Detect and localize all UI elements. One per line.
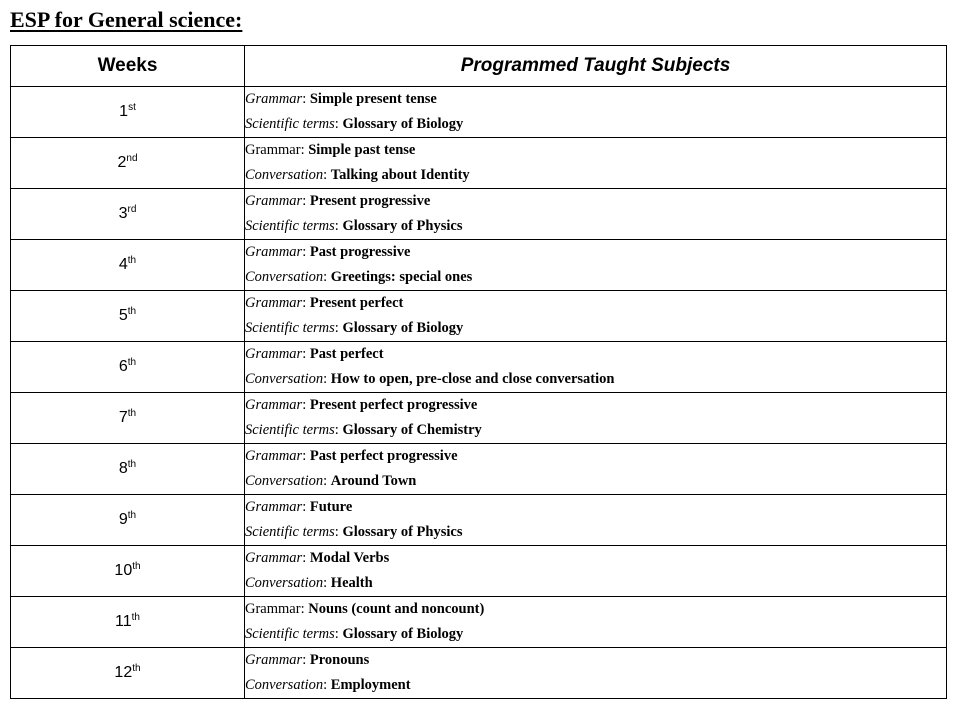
subjects-cell bbox=[245, 240, 947, 291]
subject-topic: Future bbox=[309, 499, 353, 515]
subject-line-primary bbox=[245, 87, 946, 112]
subject-topic: Greetings: special ones bbox=[330, 269, 473, 285]
label-separator: : bbox=[323, 371, 331, 387]
subject-category-label: Grammar bbox=[245, 550, 303, 566]
week-cell bbox=[11, 597, 245, 648]
week-cell bbox=[11, 87, 245, 138]
subjects-cell bbox=[245, 342, 947, 393]
subject-category-label: Grammar bbox=[245, 244, 303, 260]
label-separator: : bbox=[334, 422, 343, 438]
label-separator: : bbox=[323, 167, 331, 183]
subjects-cell bbox=[245, 444, 947, 495]
label-separator: : bbox=[334, 116, 343, 132]
week-cell bbox=[11, 138, 245, 189]
table-row bbox=[11, 495, 947, 546]
subject-line-secondary bbox=[245, 520, 946, 545]
subject-category-label: Grammar bbox=[245, 193, 303, 209]
subject-line-primary bbox=[245, 546, 946, 571]
subject-category-label: Scientific terms bbox=[245, 422, 335, 438]
subject-category-label: Conversation bbox=[245, 677, 324, 693]
subject-topic: How to open, pre-close and close conversation bbox=[330, 371, 615, 387]
week-cell bbox=[11, 546, 245, 597]
subject-line-secondary bbox=[245, 673, 946, 698]
week-ordinal-suffix: th bbox=[127, 357, 137, 368]
subject-topic: Present perfect progressive bbox=[309, 397, 478, 413]
label-separator: : bbox=[302, 91, 310, 107]
subject-topic: Around Town bbox=[330, 473, 417, 489]
header-row bbox=[11, 46, 947, 87]
subject-category-label: Grammar bbox=[245, 91, 303, 107]
table-row bbox=[11, 597, 947, 648]
subject-line-primary bbox=[245, 648, 946, 673]
week-ordinal-suffix: rd bbox=[127, 204, 137, 215]
week-cell bbox=[11, 342, 245, 393]
label-separator: : bbox=[302, 652, 310, 668]
table-row bbox=[11, 444, 947, 495]
week-cell bbox=[11, 291, 245, 342]
subject-topic: Present progressive bbox=[309, 193, 431, 209]
subject-category-label: Grammar bbox=[245, 346, 303, 362]
subject-line-secondary bbox=[245, 622, 946, 647]
week-ordinal-suffix: th bbox=[127, 459, 137, 470]
subject-topic: Past perfect bbox=[309, 346, 384, 362]
table-row bbox=[11, 393, 947, 444]
subject-topic: Modal Verbs bbox=[309, 550, 390, 566]
table-row bbox=[11, 189, 947, 240]
subject-topic: Health bbox=[330, 575, 373, 591]
subject-category-label: Grammar bbox=[245, 448, 303, 464]
subject-topic: Simple present tense bbox=[309, 91, 437, 107]
subject-line-secondary bbox=[245, 316, 946, 341]
subject-category-label: Conversation bbox=[245, 371, 324, 387]
week-cell bbox=[11, 495, 245, 546]
subjects-cell bbox=[245, 495, 947, 546]
subjects-cell bbox=[245, 546, 947, 597]
week-ordinal-suffix: th bbox=[127, 306, 137, 317]
table-row bbox=[11, 240, 947, 291]
subject-category-label: Scientific terms bbox=[245, 320, 335, 336]
label-separator: : bbox=[302, 499, 310, 515]
week-ordinal-suffix: th bbox=[127, 510, 137, 521]
label-separator: : bbox=[323, 269, 331, 285]
subject-category-label: Conversation bbox=[245, 167, 324, 183]
subject-topic: Employment bbox=[330, 677, 411, 693]
label-separator: : bbox=[323, 473, 331, 489]
label-separator: : bbox=[323, 677, 331, 693]
subject-line-primary bbox=[245, 393, 946, 418]
subject-category-label: Grammar bbox=[245, 499, 303, 515]
schedule-table bbox=[10, 45, 947, 699]
label-separator: : bbox=[334, 524, 343, 540]
subject-category-label: Scientific terms bbox=[245, 626, 335, 642]
table-row bbox=[11, 87, 947, 138]
label-separator: : bbox=[334, 626, 343, 642]
subject-topic: Past progressive bbox=[309, 244, 411, 260]
subjects-cell bbox=[245, 138, 947, 189]
subject-topic: Glossary of Biology bbox=[342, 626, 464, 642]
subject-line-secondary bbox=[245, 163, 946, 188]
subject-category-label: Scientific terms bbox=[245, 116, 335, 132]
week-number: 11 bbox=[115, 613, 132, 630]
subject-line-primary bbox=[245, 444, 946, 469]
subject-topic: Present perfect bbox=[309, 295, 404, 311]
week-cell bbox=[11, 240, 245, 291]
week-number: 3 bbox=[118, 205, 128, 222]
week-number: 2 bbox=[117, 154, 127, 171]
subject-topic: Glossary of Biology bbox=[342, 320, 464, 336]
subject-category-label: Conversation bbox=[245, 575, 324, 591]
subject-line-secondary bbox=[245, 469, 946, 494]
table-row bbox=[11, 546, 947, 597]
label-separator: : bbox=[302, 193, 310, 209]
subjects-cell bbox=[245, 597, 947, 648]
week-ordinal-suffix: th bbox=[127, 255, 137, 266]
subject-category-label: Conversation bbox=[245, 269, 324, 285]
week-cell bbox=[11, 444, 245, 495]
subject-category-label: Scientific terms bbox=[245, 524, 335, 540]
subjects-cell bbox=[245, 648, 947, 699]
subjects-cell bbox=[245, 189, 947, 240]
subject-topic: Past perfect progressive bbox=[309, 448, 458, 464]
subject-line-primary bbox=[245, 138, 946, 163]
weeks-column-header: Weeks bbox=[11, 46, 245, 87]
table-row bbox=[11, 291, 947, 342]
label-separator: : bbox=[302, 397, 310, 413]
subject-topic: Glossary of Biology bbox=[342, 116, 464, 132]
subject-category-label: Grammar bbox=[245, 397, 303, 413]
subject-topic: Talking about Identity bbox=[330, 167, 470, 183]
subject-line-secondary bbox=[245, 214, 946, 239]
week-ordinal-suffix: st bbox=[128, 102, 136, 113]
subjects-cell bbox=[245, 87, 947, 138]
week-number: 9 bbox=[118, 511, 128, 528]
label-separator: : bbox=[302, 295, 310, 311]
subject-line-primary bbox=[245, 342, 946, 367]
subject-line-secondary bbox=[245, 265, 946, 290]
schedule-body bbox=[11, 87, 947, 699]
subject-topic: Glossary of Physics bbox=[342, 524, 463, 540]
subject-category-label: Grammar bbox=[245, 142, 301, 158]
subject-topic: Simple past tense bbox=[308, 142, 416, 158]
subject-topic: Pronouns bbox=[309, 652, 370, 668]
label-separator: : bbox=[302, 550, 310, 566]
subject-topic: Glossary of Physics bbox=[342, 218, 463, 234]
week-cell bbox=[11, 648, 245, 699]
label-separator: : bbox=[302, 244, 310, 260]
subject-line-primary bbox=[245, 291, 946, 316]
week-number: 10 bbox=[114, 562, 133, 579]
week-number: 1 bbox=[119, 103, 129, 120]
table-row bbox=[11, 648, 947, 699]
subject-topic: Glossary of Chemistry bbox=[342, 422, 482, 438]
subject-line-primary bbox=[245, 597, 946, 622]
week-number: 6 bbox=[118, 358, 128, 375]
subject-line-secondary bbox=[245, 571, 946, 596]
label-separator: : bbox=[300, 142, 309, 158]
label-separator: : bbox=[302, 346, 310, 362]
label-separator: : bbox=[300, 601, 309, 617]
table-row bbox=[11, 342, 947, 393]
subject-line-primary bbox=[245, 240, 946, 265]
week-number: 8 bbox=[118, 460, 128, 477]
subject-category-label: Grammar bbox=[245, 601, 301, 617]
label-separator: : bbox=[334, 218, 343, 234]
subject-line-secondary bbox=[245, 418, 946, 443]
subject-topic: Nouns (count and noncount) bbox=[308, 601, 485, 617]
week-number: 12 bbox=[114, 664, 133, 681]
week-number: 7 bbox=[118, 409, 128, 426]
subject-category-label: Scientific terms bbox=[245, 218, 335, 234]
label-separator: : bbox=[323, 575, 331, 591]
week-ordinal-suffix: th bbox=[131, 612, 140, 623]
week-ordinal-suffix: th bbox=[127, 408, 137, 419]
page-title: ESP for General science: bbox=[10, 7, 243, 32]
subject-line-secondary bbox=[245, 367, 946, 392]
subjects-column-header: Programmed Taught Subjects bbox=[245, 46, 947, 87]
week-ordinal-suffix: th bbox=[132, 663, 141, 674]
subject-line-secondary bbox=[245, 112, 946, 137]
week-number: 5 bbox=[118, 307, 128, 324]
table-row bbox=[11, 138, 947, 189]
subjects-cell bbox=[245, 393, 947, 444]
week-cell bbox=[11, 189, 245, 240]
week-number: 4 bbox=[118, 256, 128, 273]
label-separator: : bbox=[334, 320, 343, 336]
subject-line-primary bbox=[245, 189, 946, 214]
week-ordinal-suffix: nd bbox=[126, 153, 138, 164]
subject-category-label: Grammar bbox=[245, 295, 303, 311]
subject-line-primary bbox=[245, 495, 946, 520]
subject-category-label: Grammar bbox=[245, 652, 303, 668]
subject-category-label: Conversation bbox=[245, 473, 324, 489]
week-cell bbox=[11, 393, 245, 444]
week-ordinal-suffix: th bbox=[132, 561, 141, 572]
subjects-cell bbox=[245, 291, 947, 342]
label-separator: : bbox=[302, 448, 310, 464]
